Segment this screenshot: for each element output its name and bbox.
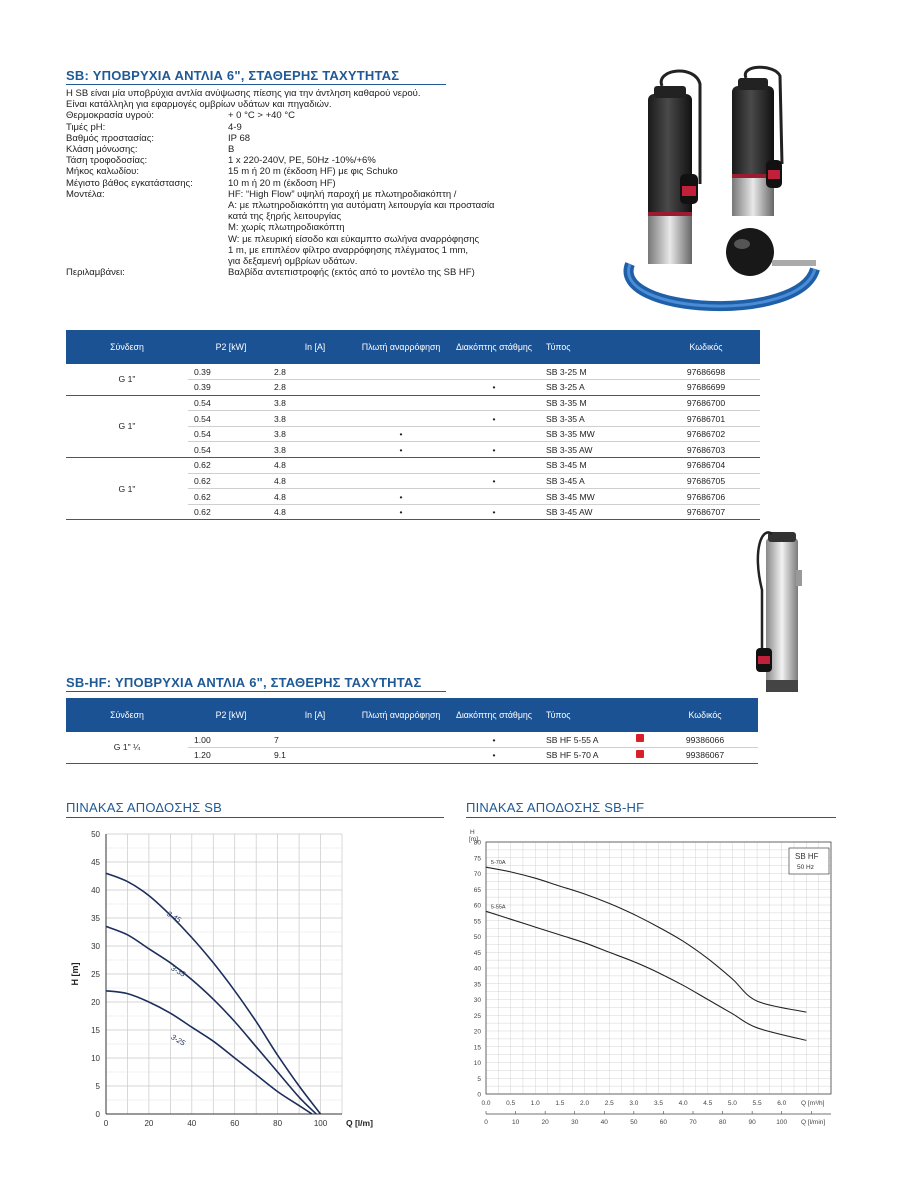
cell-type: SB 3-45 AW (542, 504, 652, 520)
x-tick-label: 1.5 (555, 1100, 565, 1107)
cell-code: 97686702 (652, 426, 760, 442)
cell-switch: • (446, 442, 542, 458)
cell-code: 97686701 (652, 411, 760, 427)
cell-float: • (356, 504, 446, 520)
series-label: 3-25 (169, 1032, 187, 1048)
x2-tick-label: 40 (600, 1119, 608, 1126)
col-type: Τύπος (542, 330, 652, 364)
col-type: Τύπος (542, 698, 652, 732)
spec-row (66, 189, 556, 267)
y-tick-label: 30 (473, 997, 481, 1004)
sbhf-section-title: SB-HF: ΥΠΟΒΡΥΧΙΑ ΑΝΤΛΙΑ 6", ΣΤΑΘΕΡΗΣ ΤΑΧΥΤΗΤΑΣ (66, 675, 422, 690)
x2-tick-label: 30 (571, 1119, 579, 1126)
x2-tick-label: 90 (748, 1119, 756, 1126)
sbhf-table-header-row (66, 698, 758, 732)
x-tick-label: 60 (230, 1119, 240, 1128)
x2-tick-label: 100 (776, 1119, 788, 1126)
y-tick-label: 75 (473, 855, 481, 863)
spec-row (66, 110, 556, 121)
spec-label: Τάση τροφοδοσίας: (66, 155, 148, 167)
cell-p2: 0.62 (188, 473, 274, 489)
sb-spec-block (66, 88, 556, 278)
cell-in: 4.8 (274, 504, 356, 520)
x-tick-label: 5.0 (727, 1100, 737, 1107)
x2-tick-label: 80 (718, 1119, 727, 1126)
x2-tick-label: 0 (484, 1119, 488, 1126)
y-axis-label: H (470, 829, 475, 836)
spec-label: Βαθμός προστασίας: (66, 132, 154, 144)
col-code: Κωδικός (652, 698, 758, 732)
cell-in: 2.8 (274, 364, 356, 380)
cell-p2: 0.54 (188, 411, 274, 427)
y-tick-label: 25 (473, 1012, 481, 1020)
spec-value-line: + 0 °C > +40 °C (228, 110, 296, 122)
spec-label: Μέγιστο βάθος εγκατάστασης: (66, 177, 193, 189)
legend-title: SB HF (795, 852, 819, 861)
y-tick-label: 35 (91, 914, 100, 923)
spec-value-line: HF: “High Flow” υψηλή παροχή με πλωτηροδιακόπτη / (228, 188, 457, 200)
cell-type: SB 3-35 MW (542, 426, 652, 442)
cell-float (356, 473, 446, 489)
spec-row (66, 178, 556, 189)
sb-chart-title-rule (66, 817, 444, 818)
spec-value (228, 267, 556, 278)
x2-tick-label: 20 (541, 1119, 549, 1126)
cell-connection: G 1" (66, 395, 188, 457)
y-tick-label: 45 (473, 949, 481, 957)
col-p2: P2 [kW] (188, 330, 274, 364)
col-code: Κωδικός (652, 330, 760, 364)
spec-row (66, 166, 556, 177)
cell-switch: • (446, 380, 542, 396)
x-axis-label: Q [m³/h] (801, 1100, 825, 1107)
x-tick-label: 3.0 (629, 1100, 639, 1107)
cell-float (356, 411, 446, 427)
cell-in: 9.1 (274, 748, 356, 764)
y-tick-label: 0 (477, 1091, 481, 1099)
x-tick-label: 0 (103, 1119, 109, 1128)
y-tick-label: 80 (473, 839, 481, 847)
y-tick-label: 15 (91, 1026, 100, 1035)
cell-code: 97686698 (652, 364, 760, 380)
x2-tick-label: 50 (630, 1119, 638, 1126)
spec-value-line: 4-9 (228, 121, 242, 133)
series-label: 3-35 (169, 963, 187, 979)
cell-p2: 0.39 (188, 380, 274, 396)
col-in: In [A] (274, 698, 356, 732)
spec-value-line: B (228, 144, 235, 156)
cell-in: 2.8 (274, 380, 356, 396)
x-tick-label: 40 (187, 1119, 197, 1128)
col-switch: Διακόπτης στάθμης (446, 698, 542, 732)
col-p2: P2 [kW] (188, 698, 274, 732)
spec-value-line: W: με πλευρική είσοδο και εύκαμπτο σωλήνα αναρρόφησης (228, 233, 480, 245)
spec-row (66, 133, 556, 144)
y-axis-unit: [m] (469, 836, 479, 843)
spec-value (228, 189, 556, 267)
x-tick-label: 0.5 (506, 1100, 516, 1107)
cell-float: • (356, 442, 446, 458)
y-tick-label: 45 (91, 858, 100, 867)
y-tick-label: 5 (477, 1075, 481, 1083)
cell-in: 4.8 (274, 458, 356, 474)
spec-value (228, 166, 556, 177)
y-tick-label: 0 (95, 1110, 100, 1119)
table-row (66, 395, 760, 411)
y-tick-label: 60 (473, 902, 481, 910)
sb-product-photo (600, 64, 840, 320)
table-row (66, 364, 760, 380)
table-row (66, 732, 758, 748)
spec-label: Κλάση μόνωσης: (66, 144, 138, 156)
table-row (66, 458, 760, 474)
y-axis-label: H [m] (70, 962, 80, 986)
spec-value-line: A: με πλωτηροδιακόπτη για αυτόματη λειτουργία και προστασία (228, 200, 495, 212)
x2-tick-label: 70 (689, 1119, 697, 1126)
spec-row (66, 155, 556, 166)
cell-switch (446, 489, 542, 505)
cell-switch (446, 364, 542, 380)
x-tick-label: 5.5 (752, 1100, 762, 1107)
x2-axis-label: Q [l/min] (801, 1119, 826, 1126)
col-in: In [A] (274, 330, 356, 364)
x-tick-label: 1.0 (530, 1100, 540, 1107)
cell-p2: 0.62 (188, 458, 274, 474)
y-tick-label: 10 (473, 1060, 481, 1067)
y-tick-label: 35 (473, 981, 481, 989)
new-flag-icon (636, 734, 644, 742)
spec-value-line: Βαλβίδα αντεπιστροφής (εκτός από το μοντέλο της SB HF) (228, 267, 475, 279)
cell-p2: 0.62 (188, 504, 274, 520)
spec-value (228, 110, 556, 121)
x-tick-label: 80 (273, 1119, 283, 1128)
cell-in: 4.8 (274, 473, 356, 489)
sbhf-performance-chart (458, 822, 844, 1142)
y-tick-label: 20 (91, 998, 100, 1007)
x-tick-label: 20 (144, 1119, 154, 1128)
cell-p2: 0.54 (188, 442, 274, 458)
y-tick-label: 10 (91, 1054, 100, 1063)
sb-spec-rows (66, 110, 556, 278)
series-label: 3-45 (165, 909, 183, 925)
sb-section-title: SB: ΥΠΟΒΡΥΧΙΑ ΑΝΤΛΙΑ 6", ΣΤΑΘΕΡΗΣ ΤΑΧΥΤΗΤΑΣ (66, 68, 400, 83)
sbhf-product-photo (752, 530, 812, 698)
cell-in: 3.8 (274, 395, 356, 411)
legend-subtitle: 50 Hz (797, 864, 814, 871)
cell-float (356, 395, 446, 411)
new-flag-icon (636, 750, 644, 758)
cell-in: 7 (274, 732, 356, 748)
cell-code: 97686704 (652, 458, 760, 474)
cell-connection: G 1" (66, 458, 188, 520)
cell-type: SB HF 5-70 A (542, 748, 652, 764)
cell-connection: G 1" (66, 364, 188, 395)
col-float: Πλωτή αναρρόφηση (356, 698, 446, 732)
series-line-3-25 (106, 991, 312, 1114)
spec-value-line: M: χωρίς πλωτηροδιακόπτη (228, 222, 345, 234)
spec-row (66, 122, 556, 133)
cell-switch (446, 395, 542, 411)
sb-intro-line: Η SB είναι μία υποβρύχια αντλία ανύψωσης πίεσης για την άντληση καθαρού νερού. (66, 88, 421, 99)
cell-switch: • (446, 748, 542, 764)
spec-value-line: 1 x 220-240V, PE, 50Hz -10%/+6% (228, 155, 376, 167)
cell-type: SB 3-45 M (542, 458, 652, 474)
x-tick-label: 2.0 (580, 1100, 590, 1107)
cell-p2: 1.20 (188, 748, 274, 764)
cell-code: 97686705 (652, 473, 760, 489)
spec-value (228, 133, 556, 144)
y-tick-label: 50 (91, 830, 100, 839)
spec-value (228, 155, 556, 166)
sb-title-rule (66, 84, 446, 85)
cell-float (356, 380, 446, 396)
cell-float (356, 748, 446, 764)
y-tick-label: 5 (95, 1082, 100, 1091)
sb-intro-line: Είναι κατάλληλη για εφαρμογές ομβρίων υδάτων και πηγαδιών. (66, 99, 332, 111)
cell-switch (446, 426, 542, 442)
spec-label: Τιμές pH: (66, 121, 106, 133)
cell-in: 4.8 (274, 489, 356, 505)
x-tick-label: 3.5 (653, 1100, 664, 1107)
cell-switch: • (446, 732, 542, 748)
y-tick-label: 40 (473, 965, 481, 973)
x-axis-label: Q [l/m] (346, 1118, 373, 1128)
cell-p2: 0.39 (188, 364, 274, 380)
sbhf-model-table (66, 698, 758, 764)
y-tick-label: 15 (473, 1044, 481, 1052)
y-tick-label: 65 (473, 886, 481, 894)
y-tick-label: 40 (91, 886, 100, 895)
sb-chart-title: ΠΙΝΑΚΑΣ ΑΠΟΔΟΣΗΣ SB (66, 800, 222, 815)
col-float: Πλωτή αναρρόφηση (356, 330, 446, 364)
cell-type: SB 3-35 M (542, 395, 652, 411)
spec-value-line: 15 m ή 20 m (έκδοση HF) με φις Schuko (228, 166, 398, 178)
y-tick-label: 50 (473, 934, 481, 941)
series-label: 5-55A (490, 904, 506, 911)
cell-switch: • (446, 473, 542, 489)
spec-label: Περιλαμβάνει: (66, 267, 125, 279)
sb-performance-chart (66, 822, 386, 1142)
spec-label: Μήκος καλωδίου: (66, 166, 139, 178)
cell-in: 3.8 (274, 426, 356, 442)
spec-label: Μοντέλα: (66, 188, 105, 200)
x-tick-label: 4.0 (678, 1100, 688, 1107)
spec-value-line: κατά της ξηρής λειτουργίας (228, 211, 342, 223)
y-tick-label: 30 (91, 942, 100, 951)
sbhf-chart-title-rule (466, 817, 836, 818)
cell-switch: • (446, 504, 542, 520)
spec-value (228, 122, 556, 133)
cell-code: 97686707 (652, 504, 760, 520)
cell-connection: G 1" ¼ (66, 732, 188, 763)
y-tick-label: 20 (473, 1028, 481, 1036)
sb-table-header-row (66, 330, 760, 364)
x-tick-label: 4.5 (703, 1100, 713, 1107)
cell-float (356, 458, 446, 474)
cell-code: 97686703 (652, 442, 760, 458)
spec-row (66, 144, 556, 155)
cell-code: 97686699 (652, 380, 760, 396)
y-tick-label: 70 (473, 871, 481, 878)
spec-row (66, 267, 556, 278)
spec-value (228, 178, 556, 189)
spec-value-line: για δεξαμενή ομβρίων υδάτων. (228, 256, 358, 268)
cell-type: SB 3-25 M (542, 364, 652, 380)
cell-type: SB 3-25 A (542, 380, 652, 396)
cell-float: • (356, 489, 446, 505)
x-tick-label: 100 (313, 1119, 328, 1128)
x-tick-label: 2.5 (604, 1100, 614, 1107)
cell-type: SB 3-35 AW (542, 442, 652, 458)
cell-float: • (356, 426, 446, 442)
cell-switch: • (446, 411, 542, 427)
cell-code: 99386067 (652, 748, 758, 764)
cell-type: SB 3-45 MW (542, 489, 652, 505)
cell-code: 97686706 (652, 489, 760, 505)
x-tick-label: 6.0 (777, 1100, 787, 1107)
col-connection: Σύνδεση (66, 698, 188, 732)
cell-switch (446, 458, 542, 474)
x-tick-label: 0.0 (481, 1100, 491, 1107)
cell-code: 99386066 (652, 732, 758, 748)
x2-tick-label: 10 (511, 1119, 520, 1126)
cell-float (356, 364, 446, 380)
spec-value-line: 10 m ή 20 m (έκδοση HF) (228, 177, 336, 189)
spec-label: Θερμοκρασία υγρού: (66, 110, 155, 122)
y-tick-label: 25 (91, 970, 100, 979)
cell-p2: 0.62 (188, 489, 274, 505)
sbhf-chart-title: ΠΙΝΑΚΑΣ ΑΠΟΔΟΣΗΣ SB-HF (466, 800, 645, 815)
sb-model-table (66, 330, 760, 520)
cell-type: SB 3-45 A (542, 473, 652, 489)
legend-box (789, 848, 829, 874)
cell-p2: 0.54 (188, 426, 274, 442)
cell-type: SB HF 5-55 A (542, 732, 652, 748)
cell-in: 3.8 (274, 442, 356, 458)
cell-code: 97686700 (652, 395, 760, 411)
col-switch: Διακόπτης στάθμης (446, 330, 542, 364)
sb-intro (66, 88, 556, 110)
cell-p2: 0.54 (188, 395, 274, 411)
series-label: 5-70A (490, 860, 506, 867)
cell-in: 3.8 (274, 411, 356, 427)
y-tick-label: 55 (473, 918, 481, 926)
x2-tick-label: 60 (659, 1119, 668, 1126)
cell-p2: 1.00 (188, 732, 274, 748)
spec-value (228, 144, 556, 155)
cell-type: SB 3-35 A (542, 411, 652, 427)
spec-value-line: 1 m, με επιπλέον φίλτρο αναρρόφησης πλέγματος 1 mm, (228, 244, 469, 256)
sbhf-title-rule (66, 691, 446, 692)
spec-value-line: IP 68 (228, 132, 251, 144)
cell-float (356, 732, 446, 748)
col-connection: Σύνδεση (66, 330, 188, 364)
